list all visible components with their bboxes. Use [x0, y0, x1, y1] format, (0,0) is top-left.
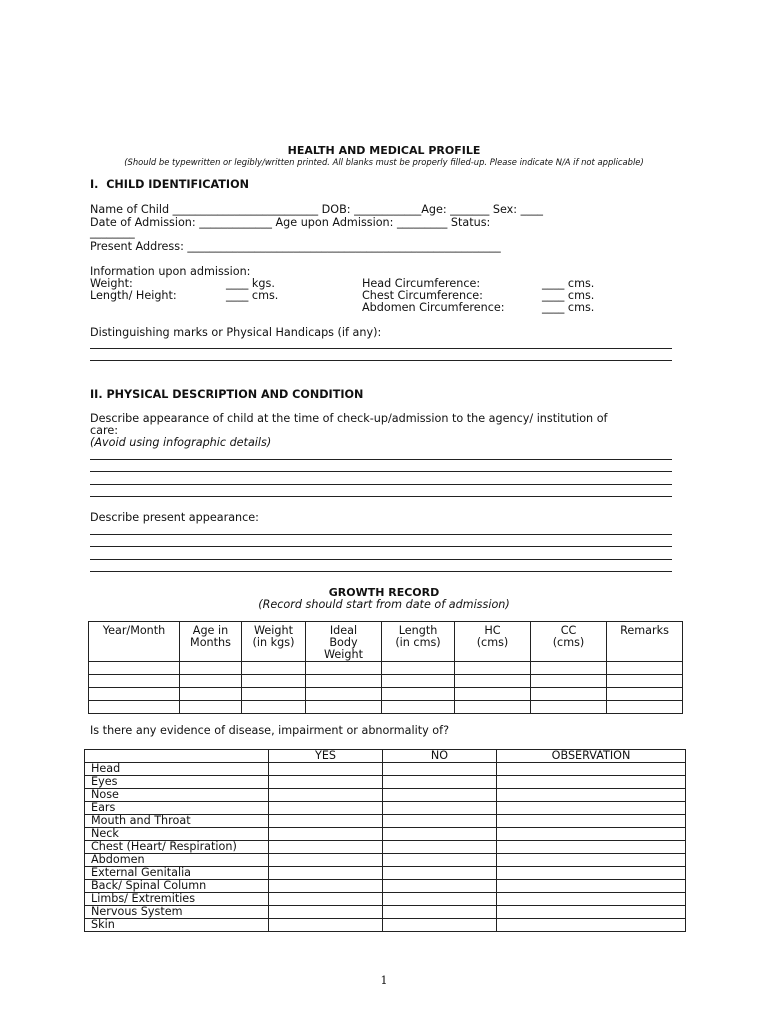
- page-number: 1: [380, 974, 388, 987]
- growth-cell[interactable]: [382, 675, 455, 688]
- disease-evidence-table: [84, 749, 686, 932]
- evidence-row: [85, 854, 686, 867]
- growth-cell[interactable]: [242, 701, 306, 714]
- growth-cell[interactable]: [382, 701, 455, 714]
- yes-cell[interactable]: [269, 776, 383, 789]
- avoid-infographic-note: (Avoid using infographic details): [90, 436, 272, 449]
- observation-cell[interactable]: [497, 893, 686, 906]
- hc-header: HC (cms): [455, 622, 531, 662]
- describe-checkup-label-cont: care:: [90, 424, 119, 437]
- no-cell[interactable]: [383, 815, 497, 828]
- growth-row: [89, 662, 683, 675]
- growth-cell[interactable]: [455, 701, 531, 714]
- growth-cell[interactable]: [531, 688, 607, 701]
- head-circumference-field[interactable]: ____ cms.: [542, 277, 595, 290]
- growth-cell[interactable]: [306, 688, 382, 701]
- growth-cell[interactable]: [180, 675, 242, 688]
- body-part-label: Head: [85, 763, 269, 776]
- describe-checkup-label: Describe appearance of child at the time of check-up/admission to the agency/ institution of: [90, 412, 608, 425]
- observation-cell[interactable]: [497, 828, 686, 841]
- distinguishing-marks-label: Distinguishing marks or Physical Handicaps (if any):: [90, 326, 382, 339]
- length-field[interactable]: ____ cms.: [226, 289, 279, 302]
- growth-cell[interactable]: [180, 688, 242, 701]
- growth-cell[interactable]: [306, 662, 382, 675]
- yes-cell[interactable]: [269, 893, 383, 906]
- growth-cell[interactable]: [382, 662, 455, 675]
- section-child-identification-heading: I. CHILD IDENTIFICATION: [90, 178, 249, 191]
- body-part-label: Neck: [85, 828, 269, 841]
- growth-cell[interactable]: [180, 701, 242, 714]
- section-physical-description-heading: II. PHYSICAL DESCRIPTION AND CONDITION: [90, 388, 364, 401]
- abdomen-circumference-field[interactable]: ____ cms.: [542, 301, 595, 314]
- growth-cell[interactable]: [242, 675, 306, 688]
- status-blank-line[interactable]: ________: [90, 226, 135, 239]
- growth-cell[interactable]: [455, 675, 531, 688]
- present-blank-line[interactable]: [90, 534, 672, 535]
- present-blank-line[interactable]: [90, 546, 672, 547]
- growth-record-table: [88, 621, 683, 714]
- checkup-blank-line[interactable]: [90, 471, 672, 472]
- body-part-label: Chest (Heart/ Respiration): [85, 841, 269, 854]
- yes-cell[interactable]: [269, 828, 383, 841]
- growth-record-title: GROWTH RECORD: [328, 586, 440, 599]
- growth-cell[interactable]: [306, 701, 382, 714]
- no-cell[interactable]: [383, 893, 497, 906]
- present-blank-line[interactable]: [90, 571, 672, 572]
- checkup-blank-line[interactable]: [90, 496, 672, 497]
- body-part-label: Eyes: [85, 776, 269, 789]
- growth-cell[interactable]: [607, 701, 683, 714]
- no-cell[interactable]: [383, 906, 497, 919]
- no-cell[interactable]: [383, 802, 497, 815]
- growth-row: [89, 688, 683, 701]
- admission-info-label: Information upon admission:: [90, 265, 251, 278]
- body-part-label: Skin: [85, 919, 269, 932]
- evidence-row: [85, 919, 686, 932]
- observation-cell[interactable]: [497, 802, 686, 815]
- yes-cell[interactable]: [269, 919, 383, 932]
- yes-header: YES: [269, 750, 383, 763]
- weight-label: Weight:: [90, 277, 133, 290]
- no-cell[interactable]: [383, 919, 497, 932]
- evidence-row: [85, 880, 686, 893]
- observation-cell[interactable]: [497, 763, 686, 776]
- growth-cell[interactable]: [382, 688, 455, 701]
- growth-cell[interactable]: [242, 662, 306, 675]
- growth-cell[interactable]: [89, 662, 180, 675]
- growth-cell[interactable]: [531, 675, 607, 688]
- body-part-header: [85, 750, 269, 763]
- weight-header: Weight (in kgs): [242, 622, 306, 662]
- present-address-line[interactable]: Present Address: ________________________________________________________: [90, 240, 501, 253]
- evidence-row: [85, 763, 686, 776]
- body-part-label: External Genitalia: [85, 867, 269, 880]
- growth-cell[interactable]: [306, 675, 382, 688]
- yes-cell[interactable]: [269, 815, 383, 828]
- body-part-label: Mouth and Throat: [85, 815, 269, 828]
- marks-blank-line[interactable]: [90, 360, 672, 361]
- cc-header: CC (cms): [531, 622, 607, 662]
- growth-cell[interactable]: [89, 675, 180, 688]
- yes-cell[interactable]: [269, 789, 383, 802]
- growth-cell[interactable]: [455, 688, 531, 701]
- observation-cell[interactable]: [497, 815, 686, 828]
- instructions-note: (Should be typewritten or legibly/written printed. All blanks must be properly filled-up. Please indicate N/A if not applicable): [124, 157, 644, 167]
- remarks-header: Remarks: [607, 622, 683, 662]
- yes-cell[interactable]: [269, 763, 383, 776]
- growth-header-row: [89, 622, 683, 662]
- yes-cell[interactable]: [269, 906, 383, 919]
- evidence-row: [85, 841, 686, 854]
- observation-cell[interactable]: [497, 867, 686, 880]
- yes-cell[interactable]: [269, 880, 383, 893]
- growth-cell[interactable]: [89, 701, 180, 714]
- observation-cell[interactable]: [497, 919, 686, 932]
- describe-present-label: Describe present appearance:: [90, 511, 259, 524]
- length-header: Length (in cms): [382, 622, 455, 662]
- observation-header: OBSERVATION: [497, 750, 686, 763]
- evidence-row: [85, 828, 686, 841]
- evidence-row: [85, 789, 686, 802]
- weight-field[interactable]: ____ kgs.: [226, 277, 275, 290]
- age-in-months-header: Age in Months: [180, 622, 242, 662]
- no-cell[interactable]: [383, 880, 497, 893]
- observation-cell[interactable]: [497, 841, 686, 854]
- no-cell[interactable]: [383, 789, 497, 802]
- marks-blank-line[interactable]: [90, 348, 672, 349]
- observation-cell[interactable]: [497, 880, 686, 893]
- growth-record-subtitle: (Record should start from date of admission): [258, 598, 510, 611]
- growth-cell[interactable]: [242, 688, 306, 701]
- evidence-row: [85, 867, 686, 880]
- growth-cell[interactable]: [180, 662, 242, 675]
- chest-circumference-label: Chest Circumference:: [362, 289, 483, 302]
- body-part-label: Abdomen: [85, 854, 269, 867]
- no-cell[interactable]: [383, 854, 497, 867]
- yes-cell[interactable]: [269, 802, 383, 815]
- growth-cell[interactable]: [531, 662, 607, 675]
- body-part-label: Limbs/ Extremities: [85, 893, 269, 906]
- abdomen-circumference-label: Abdomen Circumference:: [362, 301, 505, 314]
- no-cell[interactable]: [383, 763, 497, 776]
- growth-cell[interactable]: [607, 662, 683, 675]
- yes-cell[interactable]: [269, 854, 383, 867]
- body-part-label: Nervous System: [85, 906, 269, 919]
- admission-line[interactable]: Date of Admission: _____________ Age upon Admission: _________ Status:: [90, 216, 491, 229]
- growth-cell[interactable]: [531, 701, 607, 714]
- head-circumference-label: Head Circumference:: [362, 277, 481, 290]
- growth-cell[interactable]: [455, 662, 531, 675]
- evidence-row: [85, 802, 686, 815]
- observation-cell[interactable]: [497, 776, 686, 789]
- page-title: HEALTH AND MEDICAL PROFILE: [287, 144, 481, 157]
- observation-cell[interactable]: [497, 854, 686, 867]
- body-part-label: Nose: [85, 789, 269, 802]
- year-month-header: Year/Month: [89, 622, 180, 662]
- yes-cell[interactable]: [269, 841, 383, 854]
- observation-cell[interactable]: [497, 906, 686, 919]
- evidence-row: [85, 893, 686, 906]
- no-cell[interactable]: [383, 828, 497, 841]
- body-part-label: Ears: [85, 802, 269, 815]
- chest-circumference-field[interactable]: ____ cms.: [542, 289, 595, 302]
- growth-cell[interactable]: [607, 675, 683, 688]
- body-part-label: Back/ Spinal Column: [85, 880, 269, 893]
- observation-cell[interactable]: [497, 789, 686, 802]
- evidence-row: [85, 776, 686, 789]
- growth-row: [89, 675, 683, 688]
- evidence-question: Is there any evidence of disease, impairment or abnormality of?: [90, 724, 450, 737]
- checkup-blank-line[interactable]: [90, 484, 672, 485]
- length-label: Length/ Height:: [90, 289, 177, 302]
- growth-cell[interactable]: [89, 688, 180, 701]
- growth-cell[interactable]: [607, 688, 683, 701]
- evidence-header-row: [85, 750, 686, 763]
- evidence-row: [85, 815, 686, 828]
- ideal-body-weight-header: Ideal Body Weight: [306, 622, 382, 662]
- evidence-row: [85, 906, 686, 919]
- no-cell[interactable]: [383, 867, 497, 880]
- no-header: NO: [383, 750, 497, 763]
- yes-cell[interactable]: [269, 867, 383, 880]
- no-cell[interactable]: [383, 841, 497, 854]
- name-dob-age-sex-line[interactable]: Name of Child __________________________ DOB: ____________Age: _______ Sex: ____: [90, 203, 544, 216]
- present-blank-line[interactable]: [90, 559, 672, 560]
- growth-row: [89, 701, 683, 714]
- no-cell[interactable]: [383, 776, 497, 789]
- checkup-blank-line[interactable]: [90, 459, 672, 460]
